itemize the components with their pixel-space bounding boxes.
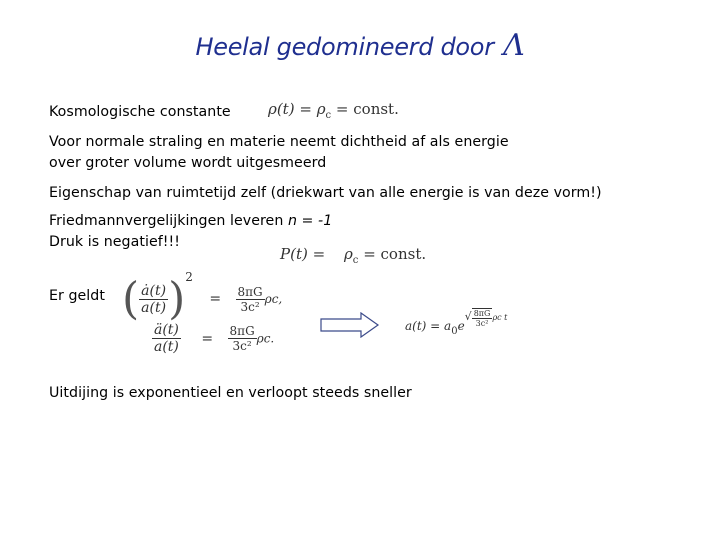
p-rho: ρ [343, 245, 353, 263]
f2-rhs-num: 8πG [229, 324, 255, 338]
er-geldt-label: Er geldt [49, 288, 105, 304]
paragraph-line-4 [49, 212, 332, 230]
sol-e: e [457, 319, 465, 333]
slide-title [0, 28, 720, 63]
pressure-equation [280, 245, 426, 266]
paragraph-line-3: Eigenschap van ruimtetijd zelf (driekwart van alle energie is van deze vorm!) [49, 185, 602, 201]
p-const: = const. [363, 245, 427, 263]
f2-den: a(t) [154, 339, 179, 355]
f1-power: 2 [185, 270, 193, 284]
f2-tail: ρc. [256, 331, 275, 346]
sol-sub: 0 [451, 326, 458, 337]
f1-rhs-fraction [236, 285, 265, 314]
p-lhs: P(t) [280, 245, 308, 263]
rho-c: ρ [316, 100, 326, 118]
f2-rhs-fraction [228, 324, 257, 353]
sol-exponent: √ $\frac{8\pi G}{\text{3c²}}$ ρc t [464, 309, 508, 328]
solution-equation [405, 308, 507, 337]
sol-root-fraction [472, 308, 493, 328]
f2-eq-sign: = [201, 330, 214, 347]
f1-eq-sign: = [209, 291, 222, 307]
friedmann-eq-2 [152, 322, 274, 355]
friedmann-text: Friedmannvergelijkingen leveren [49, 213, 284, 229]
p-eq-sign: = [312, 245, 326, 263]
rho-equation [268, 100, 399, 121]
f1-tail: ρc, [264, 292, 283, 306]
f1-num: ȧ(t) [141, 282, 167, 299]
f1-rhs-den: 3c² [240, 299, 260, 314]
rho-const: = const. [335, 100, 399, 118]
friedmann-eq-1: ( $\frac{ȧ(t)}{a(t)}$ )2 = $\frac{8\pi G}{\text{3c²}}$ ρc, [122, 270, 283, 325]
rho-c-sub: c [325, 110, 332, 121]
sol-tail: ρc t [492, 313, 508, 322]
p-rho-sub: c [352, 255, 359, 266]
rho-lhs: ρ(t) [268, 100, 295, 118]
f1-rhs-num: 8πG [237, 284, 263, 299]
f1-fraction [139, 283, 168, 316]
rho-eq-sign: = [299, 100, 312, 118]
paragraph-line-5: Druk is negatief!!! [49, 234, 180, 250]
f2-fraction [152, 322, 181, 355]
lambda-symbol: Λ [503, 28, 525, 63]
f2-rhs-den: 3c² [232, 339, 252, 353]
sol-root-den: 3c² [475, 319, 489, 328]
paragraph-line-7: Uitdijing is exponentieel en verloopt steeds sneller [49, 385, 412, 401]
sol-lhs: a(t) = a [405, 319, 452, 333]
paragraph-line-2a: Voor normale straling en materie neemt dichtheid af als energie [49, 134, 509, 150]
sol-root-num: 8πG [473, 309, 491, 318]
f1-den: a(t) [141, 299, 167, 316]
title-text: Heelal gedomineerd door [195, 33, 494, 61]
n-value: n = -1 [287, 213, 333, 229]
implies-arrow-icon [320, 312, 380, 338]
paragraph-line-2b: over groter volume wordt uitgesmeerd [49, 155, 327, 171]
kosmologische-constante-label: Kosmologische constante [49, 104, 231, 120]
f2-num: ä(t) [154, 322, 179, 338]
